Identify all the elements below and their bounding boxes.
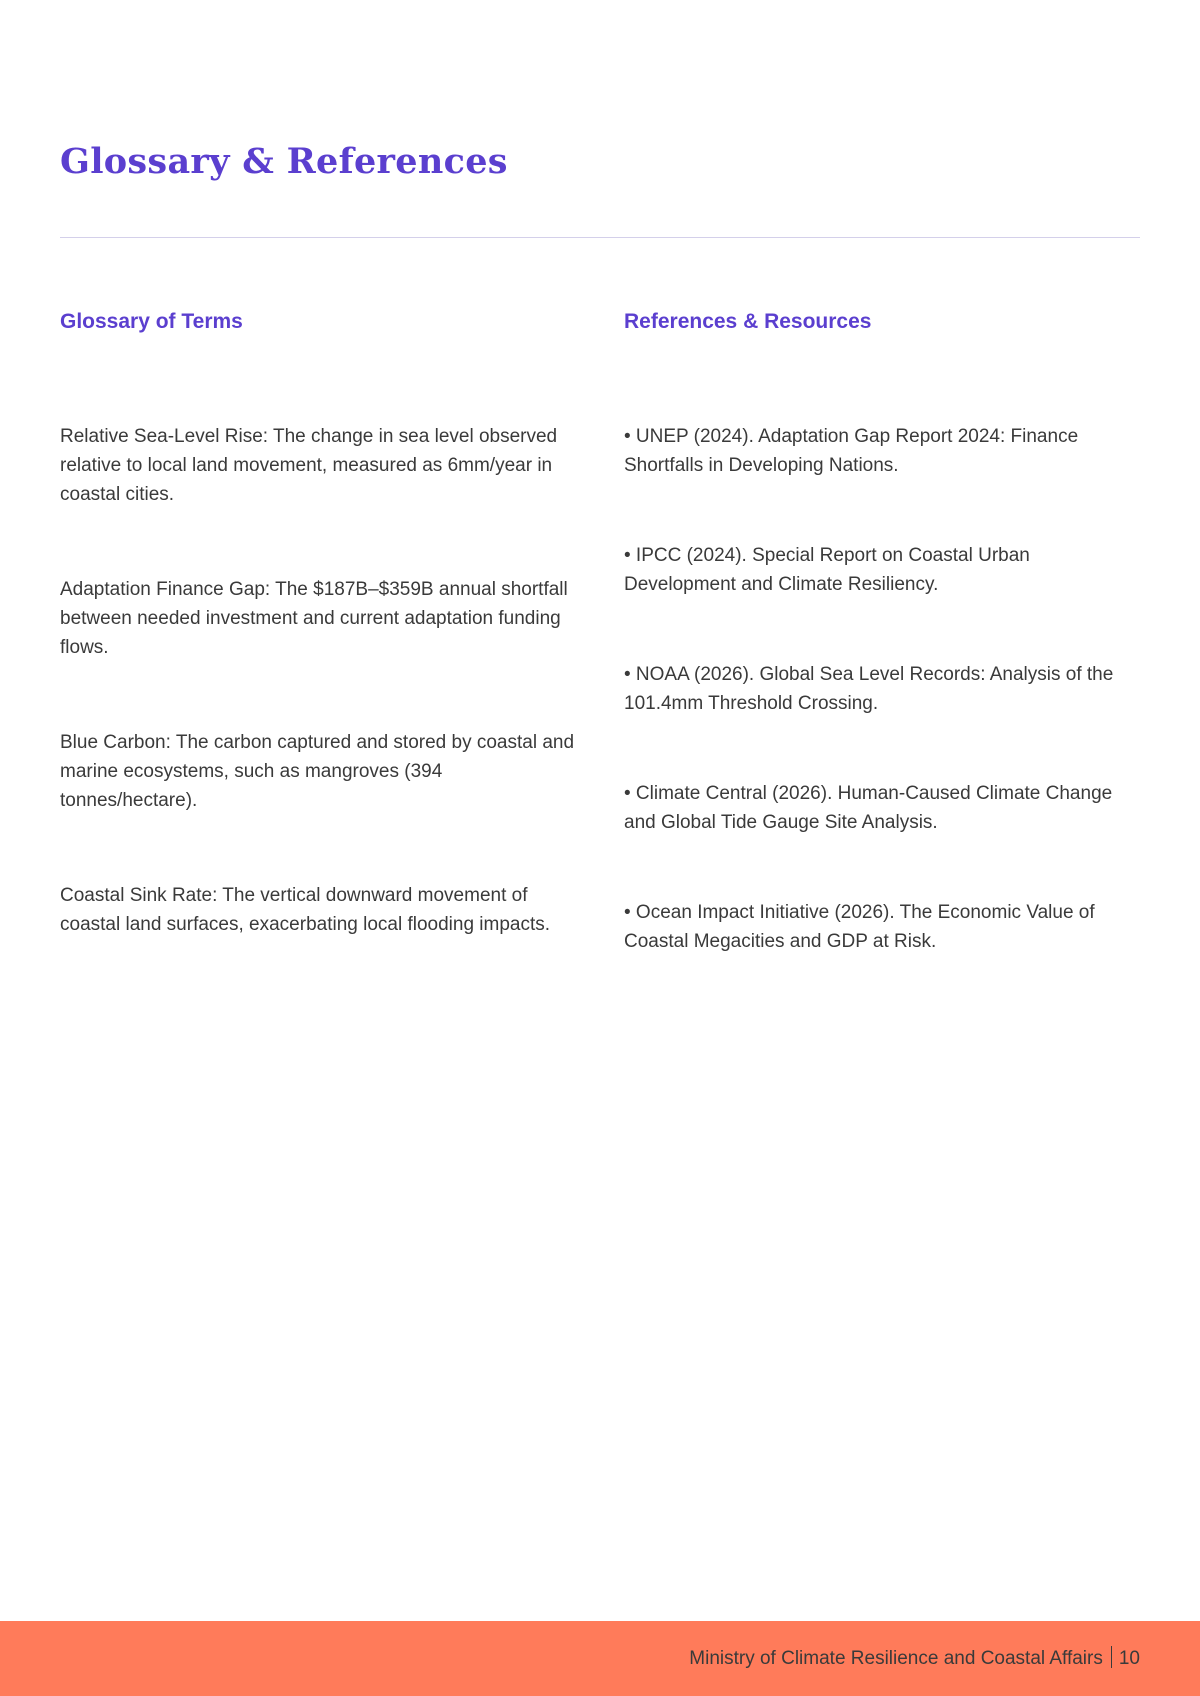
reference-item: • Ocean Impact Initiative (2026). The Economic Value of Coastal Megacities and GDP at Risk. (624, 902, 1095, 952)
glossary-heading: Glossary of Terms (60, 310, 243, 333)
footer-separator (1111, 1646, 1112, 1668)
glossary-term: Adaptation Finance Gap: The $187B–$359B annual shortfall between needed investment and current adaptation funding flows. (60, 579, 568, 658)
page-title: Glossary & References (60, 141, 508, 182)
glossary-term: Coastal Sink Rate: The vertical downward movement of coastal land surfaces, exacerbating local flooding impacts. (60, 885, 551, 935)
references-section (624, 306, 1144, 1017)
glossary-section (60, 306, 580, 1005)
footer-text (689, 1645, 1140, 1673)
glossary-term: Relative Sea-Level Rise: The change in sea level observed relative to local land movement, measured as 6mm/year in coastal cities. (60, 426, 558, 505)
page-footer (0, 1621, 1200, 1696)
references-heading: References & Resources (624, 310, 872, 333)
page-number: 10 (1118, 1648, 1140, 1669)
reference-item: • IPCC (2024). Special Report on Coastal Urban Development and Climate Resiliency. (624, 545, 1030, 595)
reference-item: • Climate Central (2026). Human-Caused Climate Change and Global Tide Gauge Site Analysis. (624, 783, 1113, 833)
title-divider (60, 237, 1140, 238)
reference-item: • UNEP (2024). Adaptation Gap Report 2024: Finance Shortfalls in Developing Nations. (624, 426, 1079, 476)
footer-organization: Ministry of Climate Resilience and Coastal Affairs (689, 1648, 1103, 1669)
glossary-term: Blue Carbon: The carbon captured and stored by coastal and marine ecosystems, such as mangroves (394 tonnes/hectare). (60, 732, 575, 811)
reference-item: • NOAA (2026). Global Sea Level Records: Analysis of the 101.4mm Threshold Crossing. (624, 664, 1114, 714)
